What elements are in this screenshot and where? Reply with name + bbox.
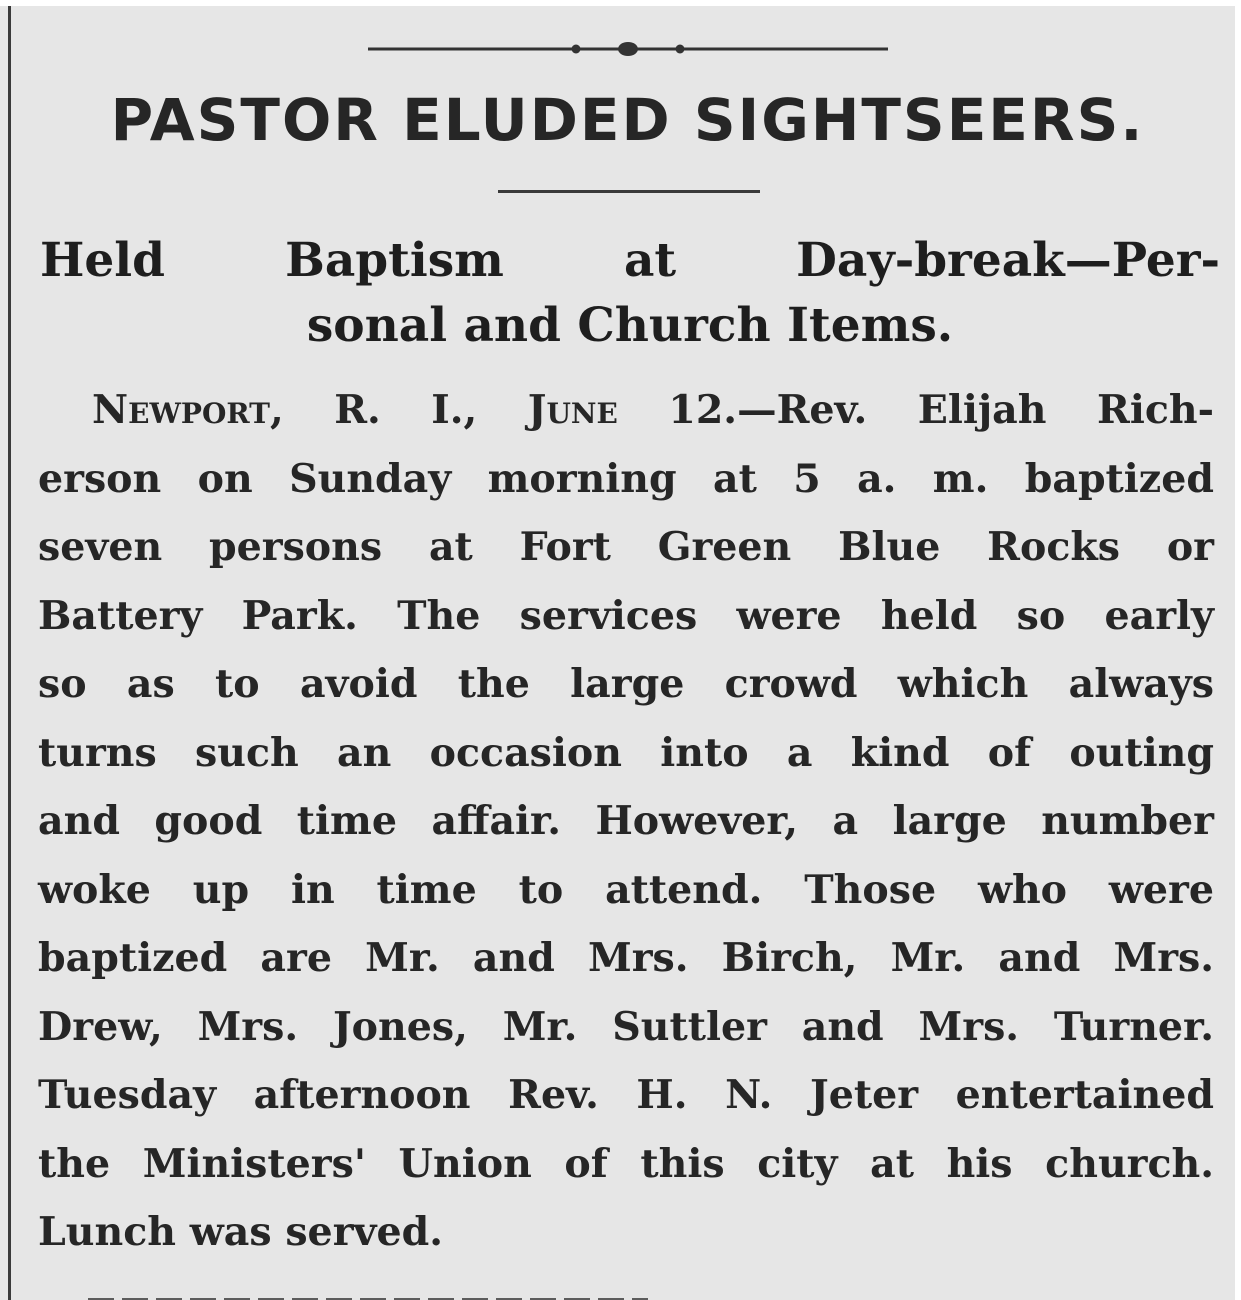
body-line: Battery Park. The services were held so early <box>38 592 1214 639</box>
body-line-text: —Rev. Elijah Rich- <box>737 387 1214 433</box>
subheadline-line-2: sonal and Church Items. <box>306 298 954 353</box>
body-line: Drew, Mrs. Jones, Mr. Suttler and Mrs. Turner. <box>38 1003 1214 1050</box>
dateline: Newport, R. I., June 12. <box>92 387 738 433</box>
headline: PASTOR ELUDED SIGHTSEERS. <box>110 86 1145 154</box>
truncated-next-line <box>88 1282 648 1300</box>
body-line: baptized are Mr. and Mrs. Birch, Mr. and Mrs. <box>38 935 1214 981</box>
ornamental-rule-icon <box>368 38 888 60</box>
subheadline <box>40 228 1220 358</box>
body-line: Tuesday afternoon Rev. H. N. Jeter entertained <box>38 1072 1214 1118</box>
body-line: woke up in time to attend. Those who were <box>38 866 1214 913</box>
column-rule <box>8 6 11 1300</box>
body-line: and good time affair. However, a large number <box>38 798 1214 844</box>
body-line: Lunch was served. <box>38 1209 443 1255</box>
body-line: seven persons at Fort Green Blue Rocks or <box>38 524 1214 570</box>
body-line <box>38 376 1214 445</box>
headline-divider <box>498 190 760 193</box>
body-line: the Ministers' Union of this city at his church. <box>38 1140 1214 1187</box>
article-body <box>38 376 1214 1267</box>
body-line: so as to avoid the large crowd which always <box>38 661 1214 707</box>
body-line: turns such an occasion into a kind of outing <box>38 729 1214 776</box>
body-line: erson on Sunday morning at 5 a. m. baptized <box>38 455 1214 502</box>
subheadline-line-1: Held Baptism at Day-break—Per- <box>40 233 1220 288</box>
